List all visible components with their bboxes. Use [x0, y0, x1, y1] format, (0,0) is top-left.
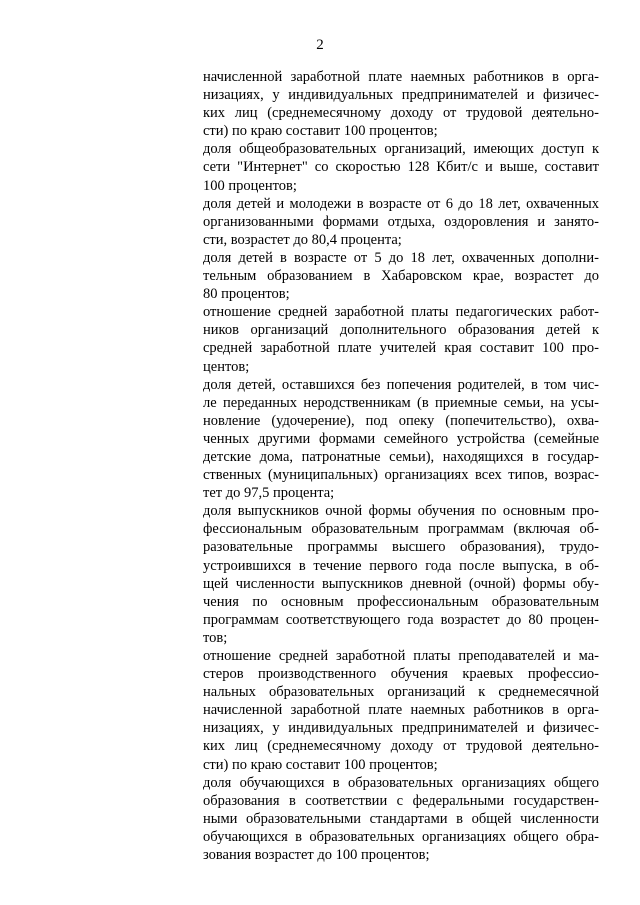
paragraph: [203, 774, 599, 864]
text-line: детские дома, патронатные семьи), находящихся в государ-: [203, 448, 599, 465]
text-line: доля обучающихся в образовательных организациях общего: [203, 774, 599, 791]
text-line: 100 процентов;: [203, 177, 297, 194]
text-line: начисленной заработной плате наемных работников в орга-: [203, 69, 599, 85]
text-line: центов;: [203, 358, 250, 375]
text-line: доля общеобразовательных организаций, имеющих доступ к: [203, 141, 599, 158]
text-line: начисленной заработной плате наемных работников в орга-: [203, 702, 599, 719]
paragraph: [203, 502, 599, 647]
text-line: щей численности выпускников дневной (очной) формы обу-: [203, 575, 599, 592]
paragraph: [203, 647, 599, 774]
paragraph: [203, 68, 599, 140]
text-line: доля детей, оставшихся без попечения родителей, в том чис-: [203, 376, 599, 393]
text-line: стеров производственного обучения краевых профессио-: [203, 666, 599, 683]
text-line: образования в соответствии с федеральными государствен-: [203, 792, 599, 809]
text-line: ственных (муниципальных) организациях всех типов, возрас-: [203, 467, 599, 484]
page-number: 2: [316, 37, 324, 53]
body-text: [203, 68, 599, 864]
text-line: 80 процентов;: [203, 286, 290, 303]
text-line: разовательные программы высшего образования), трудо-: [203, 539, 599, 556]
text-line: ле переданных неродственникам (в приемные семьи, на усы-: [203, 394, 599, 411]
text-line: ченных другими формами семейного устройства (семейные: [203, 430, 599, 447]
paragraph: [203, 249, 599, 303]
paragraph: [203, 195, 599, 249]
text-line: средней заработной плате учителей края составит 100 про-: [203, 340, 599, 357]
text-line: фессиональным образовательным программам (включая об-: [203, 521, 599, 538]
text-line: сети "Интернет" со скоростью 128 Кбит/с и выше, составит: [203, 159, 599, 176]
text-line: сти) по краю составит 100 процентов;: [203, 123, 438, 140]
paragraph: [203, 376, 599, 503]
text-line: отношение средней заработной платы преподавателей и ма-: [203, 648, 599, 664]
text-line: новление (удочерение), под опеку (попечительство), охва-: [203, 412, 599, 429]
text-line: программам соответствующего года возрастет до 80 процен-: [203, 611, 599, 628]
text-line: ких лиц (среднемесячному доходу от трудовой деятельно-: [203, 738, 599, 755]
text-line: сти) по краю составит 100 процентов;: [203, 756, 438, 773]
text-line: доля детей в возрасте от 5 до 18 лет, охваченных дополни-: [203, 249, 599, 266]
paragraph: [203, 303, 599, 375]
text-line: тельным образованием в Хабаровском крае, возрастет до: [203, 268, 599, 285]
text-line: ными образовательными стандартами в общей численности: [203, 810, 599, 827]
paragraph: [203, 140, 599, 194]
text-line: нальных образовательных организаций к среднемесячной: [203, 684, 599, 701]
text-line: обучающихся в образовательных организациях общего обра-: [203, 828, 599, 845]
text-line: низациях, у индивидуальных предпринимателей и физичес-: [203, 87, 599, 104]
text-line: отношение средней заработной платы педагогических работ-: [203, 304, 599, 321]
text-line: тет до 97,5 процента;: [203, 485, 335, 502]
text-line: низациях, у индивидуальных предпринимателей и физичес-: [203, 720, 599, 737]
text-line: доля детей и молодежи в возрасте от 6 до 18 лет, охваченных: [203, 195, 599, 212]
text-line: устроившихся в течение первого года после выпуска, в об-: [203, 557, 599, 574]
text-line: организованными формами отдыха, оздоровления и занято-: [203, 213, 599, 230]
text-line: тов;: [203, 629, 228, 646]
text-line: ких лиц (среднемесячному доходу от трудовой деятельно-: [203, 105, 599, 122]
text-line: ников организаций дополнительного образования детей к: [203, 322, 599, 339]
text-line: доля выпускников очной формы обучения по основным про-: [203, 503, 599, 520]
text-line: сти, возрастет до 80,4 процента;: [203, 231, 402, 248]
text-line: чения по основным профессиональным образовательным: [203, 593, 599, 610]
text-line: зования возрастет до 100 процентов;: [203, 847, 430, 864]
